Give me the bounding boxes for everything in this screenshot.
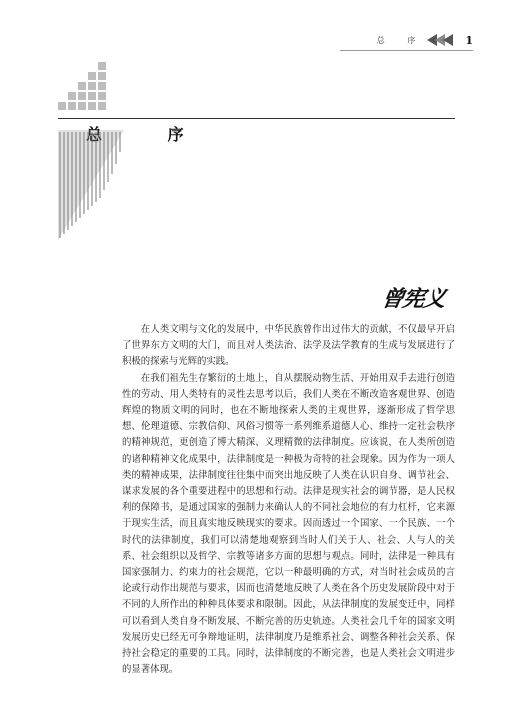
- chevron-left-icon: [429, 34, 453, 46]
- page-number: 1: [465, 33, 473, 47]
- paragraph: 在人类文明与文化的发展中，中华民族曾作出过伟大的贡献，不仅最早开启了世界东方文明的大门，而且对人类法治、法学及法学教育的生成与发展进行了积极的探索与光辉的实践。: [122, 324, 455, 368]
- deco-square: [68, 102, 76, 110]
- deco-square: [88, 92, 96, 100]
- deco-square: [98, 62, 106, 70]
- deco-square: [98, 82, 106, 90]
- running-header: [377, 33, 473, 47]
- deco-square: [98, 102, 106, 110]
- page-title: 总 序: [86, 125, 214, 144]
- deco-square: [98, 92, 106, 100]
- deco-square: [78, 82, 86, 90]
- signature: 曾宪义: [379, 286, 448, 312]
- title-rule: [58, 118, 455, 119]
- paragraph: 在我们祖先生存繁衍的土地上，自从摆脱动物生活、开始用双手去进行创造性的劳动、用人类特有的灵性去思考以后，我们人类在不断改造客观世界、创造辉煌的物质文明的同时，也在不断地探索人类的主观世界，逐渐形成了哲学思想、伦理道德、宗教信仰、风俗习惯等一系列维系道德人心、维持一定社会秩序的精神规范，更创造了博大精深、义理精微的法律制度。应该说，在人类所创造的诸种精神文化成果中，法律制度是一种极为奇特的社会现象。因为作为一项人类的精神成果，法律制度往往集中而突出地反映了人类在认识自身、调节社会、谋求发展的各个重要进程中的思想和行动。法律是现实社会的调节器，是人民权利的保障书，是通过国家的强制力来确认人的不同社会地位的有力杠杆，它来源于现实生活，而且真实地反映现实的要求。因而透过一个国家、一个民族、一个时代的法律制度，我们可以清楚地观察到当时人们关于人、社会、人与人的关系、社会组织以及哲学、宗教等诸多方面的思想与观点。同时，法律是一种具有国家强制力、约束力的社会规范，它以一种最明确的方式，对当时社会成员的言论或行动作出规范与要求，因而也清楚地反映了人类在各个历史发展阶段中对于不同的人所作出的种种具体要求和限制。因此，从法律制度的发展变迁中，同样可以看到人类自身不断发展、不断完善的历史轨迹。人类社会几千年的国家文明发展历史已经无可争辩地证明，法律制度乃是维系社会、调整各种社会关系、保持社会稳定的重要的工具。同时，法律制度的不断完善，也是人类社会文明进步的显著体现。: [122, 372, 455, 676]
- decorative-stairs: [58, 130, 128, 240]
- deco-square: [88, 102, 96, 110]
- header-title: 总 序: [376, 35, 426, 45]
- body-text: [122, 322, 455, 678]
- deco-square: [78, 102, 86, 110]
- deco-square: [98, 72, 106, 80]
- header-rule: [340, 50, 473, 51]
- deco-square: [88, 72, 96, 80]
- deco-square: [88, 82, 96, 90]
- decorative-squares: [58, 62, 118, 118]
- deco-square: [58, 102, 66, 110]
- chevron-icon: [443, 34, 453, 46]
- deco-square: [68, 92, 76, 100]
- deco-square: [78, 92, 86, 100]
